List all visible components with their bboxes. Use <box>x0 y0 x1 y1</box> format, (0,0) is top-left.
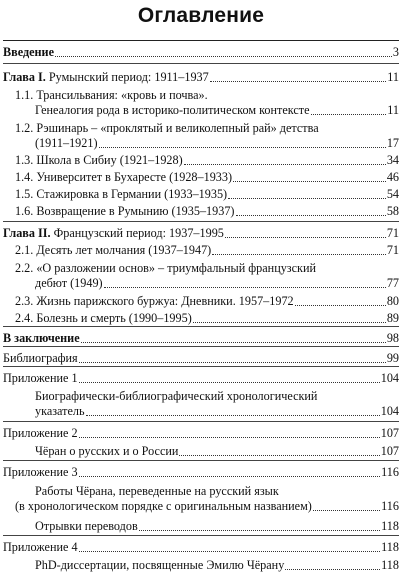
toc-entry-label: Библиография <box>3 351 78 365</box>
toc-entry-label: 2.3. Жизнь парижского буржуа: Дневники. 1957–1972 <box>15 294 294 308</box>
toc-entry-title <box>3 540 78 555</box>
dot-leader <box>295 305 386 306</box>
section-divider <box>3 421 399 422</box>
toc-entry-app2-a[interactable] <box>0 444 402 459</box>
toc-entry-concl[interactable] <box>0 331 402 346</box>
toc-entry-page: 17 <box>386 136 399 150</box>
section-divider <box>3 63 399 64</box>
dot-leader <box>104 287 386 288</box>
title-rule <box>3 40 399 41</box>
toc-entry-s1-4[interactable] <box>0 170 402 185</box>
dot-leader <box>193 322 386 323</box>
toc-entry-s2-4[interactable] <box>0 311 402 326</box>
section-divider <box>3 326 399 327</box>
toc-entry-page: 116 <box>381 499 399 513</box>
dot-leader <box>99 147 386 148</box>
toc-entry-ch1[interactable] <box>0 70 402 85</box>
dot-leader <box>81 342 386 343</box>
toc-entry-page: 98 <box>386 331 399 345</box>
toc-entry-s2-1[interactable] <box>0 243 402 258</box>
toc-entry-heading: Введение <box>3 45 54 59</box>
toc-entry-title <box>15 261 316 276</box>
dot-leader <box>139 530 380 531</box>
toc-entry-title <box>15 243 211 258</box>
dot-leader <box>79 551 381 552</box>
toc-entry-app3[interactable] <box>0 465 402 480</box>
toc-entry-label: 1.5. Стажировка в Германии (1933–1935) <box>15 187 228 201</box>
toc-entry-label: 1.4. Университет в Бухаресте (1928–1933) <box>15 170 233 184</box>
toc-entry-label: Французский период: 1937–1995 <box>50 226 224 240</box>
dot-leader <box>225 237 386 238</box>
toc-entry-page: 118 <box>381 540 399 554</box>
toc-entry-s2-2[interactable] <box>0 261 402 291</box>
toc-entry-title <box>15 88 208 103</box>
toc-entry-label: 1.1. Трансильвания: «кровь и почва». <box>15 88 208 102</box>
dot-leader <box>285 569 380 570</box>
toc-entry-title <box>15 311 192 326</box>
dot-leader <box>86 415 380 416</box>
toc-entry-s2-3[interactable] <box>0 294 402 309</box>
toc-entry-label: Приложение 2 <box>3 426 78 440</box>
toc-entry-label: Чёран о русских и о России <box>35 444 179 458</box>
toc-entry-title <box>15 170 232 185</box>
toc-entry-page: 54 <box>386 187 399 201</box>
toc-entry-label: Приложение 3 <box>3 465 78 479</box>
toc-entry-app4[interactable] <box>0 540 402 555</box>
toc-entry-heading: Глава I. <box>3 70 46 84</box>
toc-entry-app3-b[interactable] <box>0 519 402 534</box>
toc-entry-label: Приложение 4 <box>3 540 78 554</box>
toc-entry-title <box>35 484 279 499</box>
toc-entry-page: 104 <box>380 404 399 418</box>
toc-entry-s1-5[interactable] <box>0 187 402 202</box>
toc-entry-label: 2.1. Десять лет молчания (1937–1947) <box>15 243 212 257</box>
toc-entry-app3-a[interactable] <box>0 484 402 514</box>
toc-entry-title <box>15 187 227 202</box>
dot-leader <box>79 437 380 438</box>
toc-entry-page: 3 <box>392 45 399 59</box>
dot-leader <box>313 510 380 511</box>
dot-leader <box>79 362 386 363</box>
toc-entry-label: 1.6. Возвращение в Румынию (1935–1937) <box>15 204 235 218</box>
toc-entry-page: 89 <box>386 311 399 325</box>
toc-entry-page: 80 <box>386 294 399 308</box>
section-divider <box>3 221 399 222</box>
toc-entry-title <box>35 389 317 404</box>
toc-entry-label: Работы Чёрана, переведенные на русский язык <box>35 484 279 498</box>
toc-entry-intro[interactable] <box>0 45 402 60</box>
toc-entry-page: 11 <box>387 70 399 84</box>
toc-entry-label: PhD-диссертации, посвященные Эмилю Чёрану <box>35 558 285 572</box>
toc-entry-page: 71 <box>386 226 399 240</box>
dot-leader <box>184 164 386 165</box>
toc-entry-page: 11 <box>387 103 399 117</box>
toc-entry-bib[interactable] <box>0 351 402 366</box>
toc-entry-label: Биографически-библиографический хронологический <box>35 389 318 403</box>
toc-entry-title <box>3 45 54 60</box>
section-divider <box>3 366 399 367</box>
toc-entry-heading: Глава II. <box>3 226 51 240</box>
toc-entry-title <box>3 465 78 480</box>
toc-entry-app2[interactable] <box>0 426 402 441</box>
toc-entry-page: 77 <box>386 276 399 290</box>
toc-entry-page: 107 <box>380 426 399 440</box>
dot-leader <box>233 181 386 182</box>
toc-entry-title <box>35 519 138 534</box>
toc-entry-s1-6[interactable] <box>0 204 402 219</box>
toc-entry-label: 2.4. Болезнь и смерть (1990–1995) <box>15 311 192 325</box>
toc-entry-label: 2.2. «О разложении основ» – триумфальный французский <box>15 261 316 275</box>
toc-entry-label: 1.3. Школа в Сибиу (1921–1928) <box>15 153 183 167</box>
toc-entry-continuation: (1911–1921) <box>35 136 98 150</box>
toc-entry-page: 71 <box>386 243 399 257</box>
toc-entry-page: 116 <box>381 465 399 479</box>
dot-leader <box>55 56 392 57</box>
toc-entry-page: 58 <box>386 204 399 218</box>
toc-entry-s1-1[interactable] <box>0 88 402 118</box>
toc-entry-continuation: Генеалогия рода в историко-политическом контексте <box>35 103 310 117</box>
section-divider <box>3 460 399 461</box>
toc-entry-s1-2[interactable] <box>0 121 402 151</box>
toc-entry-continuation: дебют (1949) <box>35 276 103 290</box>
toc-entry-page: 107 <box>380 444 399 458</box>
section-divider <box>3 535 399 536</box>
toc-entry-title <box>3 371 78 386</box>
toc-entry-app4-a[interactable] <box>0 558 402 573</box>
toc-entry-title <box>35 444 178 459</box>
toc-entry-page: 99 <box>386 351 399 365</box>
toc-entry-title <box>15 121 319 136</box>
dot-leader <box>228 198 386 199</box>
toc-entry-title <box>15 294 294 309</box>
toc-entry-ch2[interactable] <box>0 226 402 241</box>
toc-entry-title <box>3 331 80 346</box>
dot-leader <box>210 81 387 82</box>
toc-entry-page: 118 <box>381 519 399 533</box>
toc-entry-title <box>3 70 209 85</box>
toc-entry-page: 118 <box>381 558 399 572</box>
toc-entry-title <box>3 351 78 366</box>
toc-entry-continuation: (в хронологическом порядке с оригинальным названием) <box>15 499 312 513</box>
toc-entry-title <box>15 204 235 219</box>
dot-leader <box>179 455 379 456</box>
toc-entry-label: Приложение 1 <box>3 371 78 385</box>
toc-entry-page: 104 <box>380 371 399 385</box>
dot-leader <box>79 476 381 477</box>
toc-entry-title <box>35 558 284 573</box>
toc-entry-label: 1.2. Рэшинарь – «проклятый и великолепный рай» детства <box>15 121 319 135</box>
toc-entry-title <box>3 226 224 241</box>
toc-entry-heading: В заключение <box>3 331 80 345</box>
dot-leader <box>79 382 380 383</box>
toc-entry-page: 34 <box>386 153 399 167</box>
toc-entry-label: Румынский период: 1911–1937 <box>45 70 209 84</box>
dot-leader <box>212 254 386 255</box>
toc-entry-title <box>15 153 183 168</box>
toc-entry-s1-3[interactable] <box>0 153 402 168</box>
toc-entry-title <box>3 426 78 441</box>
toc-entry-page: 46 <box>386 170 399 184</box>
toc-entry-continuation: указатель <box>35 404 85 418</box>
dot-leader <box>311 114 387 115</box>
toc-entry-app1-a[interactable] <box>0 389 402 419</box>
section-divider <box>3 346 399 347</box>
dot-leader <box>236 215 386 216</box>
toc-entry-label: Отрывки переводов <box>35 519 138 533</box>
toc-entry-app1[interactable] <box>0 371 402 386</box>
page-title: Оглавление <box>137 4 265 27</box>
